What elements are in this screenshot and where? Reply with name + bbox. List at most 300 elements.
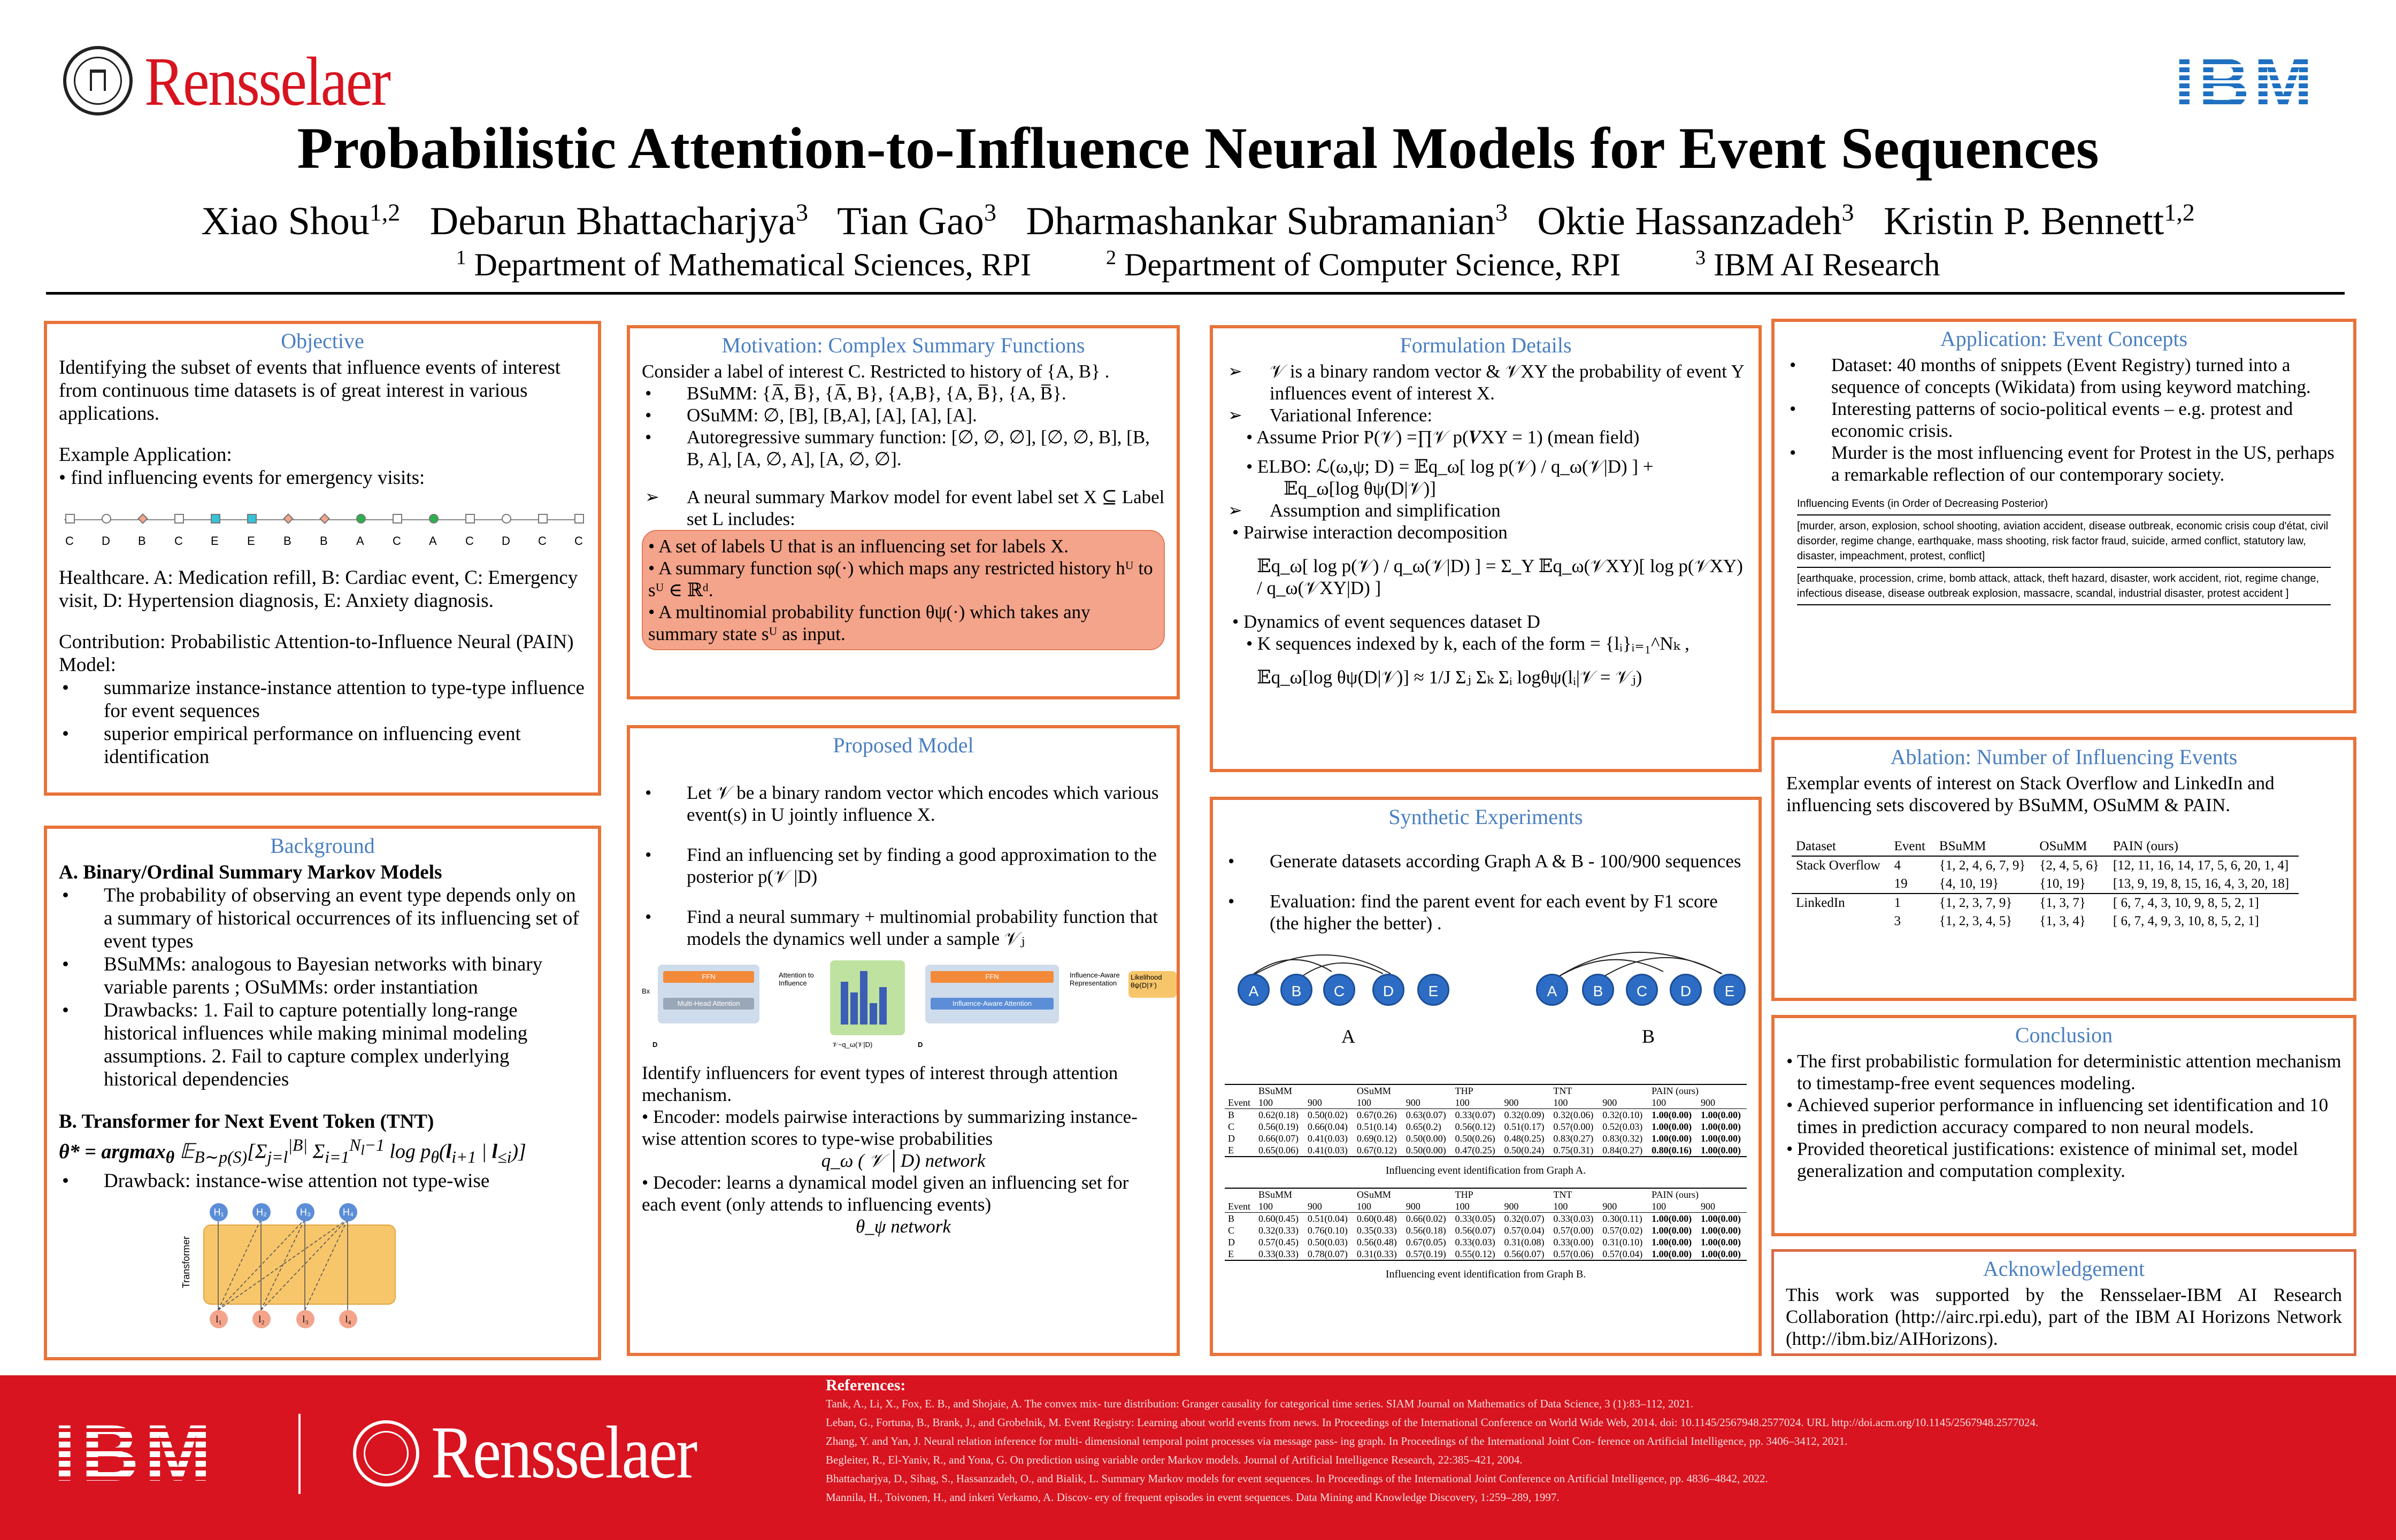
table-cell: C (1228, 1225, 1235, 1236)
list-item: • BSuMM: {A̅, B̅}, {A̅, B}, {A,B}, {A, B̅}, {A, B̅}. (642, 382, 1165, 404)
table-cell: 0.60(0.45) (1258, 1213, 1299, 1224)
proposed-title: Proposed Model (833, 733, 974, 757)
footer-divider (298, 1414, 301, 1494)
table-cell: 0.31(0.33) (1356, 1249, 1397, 1259)
figure-input: l₂ (252, 1310, 271, 1328)
ablation-title: Ablation: Number of Influencing Events (1890, 745, 2238, 769)
table-cell: 1.00(0.00) (1652, 1249, 1692, 1259)
list-item: ➢ A neural summary Markov model for event label set X ⊆ Label set L includes: (642, 486, 1165, 530)
table-cell: [13, 9, 19, 8, 15, 16, 4, 3, 20, 18] (2113, 876, 2290, 891)
table-cell: 1 (1894, 896, 1901, 910)
timeline-label: A (429, 534, 437, 548)
table-cell: 0.69(0.12) (1356, 1133, 1397, 1144)
table-cell: [ 6, 7, 4, 9, 3, 10, 8, 5, 2, 1] (2113, 914, 2259, 928)
table-header: Event (1228, 1201, 1250, 1212)
figure-input: l₄ (339, 1310, 357, 1328)
table-header: 100 (1553, 1097, 1568, 1108)
list-item: • Dataset: 40 months of snippets (Event Registry) turned into a sequence of concepts (Wikidata) from using keyword matching. (1786, 354, 2341, 398)
graph-node: A (1536, 974, 1568, 1006)
table-cell: 0.48(0.25) (1504, 1133, 1545, 1144)
table-header: 100 (1258, 1201, 1273, 1212)
ffn-block: FFN (931, 971, 1054, 983)
table-cell: 0.50(0.26) (1455, 1133, 1495, 1144)
table-cell: 1.00(0.00) (1652, 1237, 1692, 1248)
poster-title: Probabilistic Attention-to-Influence Neural Models for Event Sequences (297, 116, 2099, 181)
summary-list (642, 382, 1165, 470)
list-item: • OSuMM: ∅, [B], [B,A], [A], [A], [A]. (642, 404, 1165, 426)
elbo-line: • ELBO: ℒ(ω,ψ; D) = 𝔼q_ω[ log p(𝒱) / q_ω(𝒱|D) ] + (1246, 456, 1654, 477)
table-cell: B (1228, 1110, 1235, 1120)
conclusion-title: Conclusion (2015, 1023, 2113, 1047)
table-cell: 1.00(0.00) (1701, 1237, 1741, 1248)
table-header: TNT (1553, 1085, 1572, 1096)
table-cell: 0.57(0.04) (1602, 1249, 1643, 1259)
table-header: Dataset (1796, 839, 1836, 853)
timeline-marker (356, 514, 366, 523)
timeline-label: D (502, 534, 510, 548)
table-cell: {2, 4, 5, 6} (2039, 858, 2099, 873)
table-header: 900 (1406, 1201, 1420, 1212)
table-cell: 0.31(0.08) (1504, 1237, 1545, 1248)
transformer-figure (181, 1203, 417, 1331)
table-cell: 1.00(0.00) (1701, 1225, 1741, 1236)
section-b-heading: B. Transformer for Next Event Token (TNT) (59, 1111, 434, 1133)
background-title: Background (270, 834, 375, 858)
timeline-marker (283, 513, 294, 524)
timeline-label: C (393, 534, 401, 548)
table-header: PAIN (ours) (1652, 1189, 1699, 1200)
timeline-label: A (356, 534, 364, 548)
table-header: 900 (1504, 1097, 1519, 1108)
author: Kristin P. Bennett$^{1,2}$ (1884, 198, 2195, 243)
table-cell: 0.51(0.14) (1356, 1121, 1397, 1132)
table-cell: 0.32(0.10) (1602, 1110, 1643, 1120)
table-cell: 1.00(0.00) (1701, 1249, 1741, 1259)
table-cell: 0.56(0.19) (1258, 1121, 1299, 1132)
table-cell: 0.57(0.02) (1602, 1225, 1643, 1236)
table-cell: 0.63(0.07) (1406, 1110, 1446, 1120)
table-header (1225, 1084, 1255, 1097)
table-header: 900 (1701, 1097, 1716, 1108)
table-cell: D (1228, 1237, 1235, 1248)
table-cell: 0.51(0.04) (1307, 1213, 1348, 1224)
footer-seal-icon (353, 1420, 419, 1487)
prior-line: • Assume Prior P(𝒱) =∏𝒱 p(𝑽XY = 1) (mean field) (1246, 427, 1640, 448)
table-row: [earthquake, procession, crime, bomb attack, attack, theft hazard, disaster, work accident, riot, regime change, infectious disease, disease outbreak explosion, massacre, scandal, industrial disaster, protest accident ] (1797, 568, 2331, 605)
header-divider (46, 292, 2345, 295)
table-header: 100 (1258, 1097, 1273, 1108)
table-cell: Stack Overflow (1796, 858, 1880, 873)
table-cell: E (1228, 1249, 1234, 1259)
pairwise-equation: 𝔼q_ω[ log p(𝒱) / q_ω(𝒱|D) ] = Σ_Y 𝔼q_ω(𝒱XY)[ log p(𝒱XY) / q_ω(𝒱XY|D) ] (1257, 556, 1743, 598)
graph-figure (1225, 950, 1747, 1052)
table-cell: 0.35(0.33) (1356, 1225, 1397, 1236)
timeline-label: C (174, 534, 183, 548)
table-cell: 0.75(0.31) (1553, 1145, 1594, 1156)
table-header: 100 (1455, 1097, 1470, 1108)
table-cell: 0.67(0.05) (1406, 1237, 1446, 1248)
table-cell: 0.60(0.48) (1356, 1213, 1397, 1224)
table-header: 900 (1701, 1201, 1716, 1212)
timeline-label: B (138, 534, 146, 548)
table-cell: {1, 3, 4} (2039, 914, 2086, 928)
reference-item: Leban, G., Fortuna, B., Brank, J., and Grobelnik, M. Event Registry: Learning about world events from news. In Proceedings of the International Conference on World Wide Web, 2014. doi: 10.1145/2567948.2577024. URL http://doi.acm.org/10.1145/2567948.2577024. (826, 1416, 2039, 1429)
graph-node: E (1714, 974, 1746, 1006)
encoder-text: • Encoder: models pairwise interactions by summarizing instance-wise attention scores to type-wise probabilities (642, 1106, 1138, 1149)
acknowledgement-text: This work was supported by the Rensselaer-IBM AI Research Collaboration (http://airc.rpi.edu), part of the IBM AI Horizons Network (http://ibm.biz/AIHorizons). (1786, 1284, 2342, 1349)
bx-label: Bx (642, 987, 650, 995)
table-cell: 0.65(0.06) (1258, 1145, 1299, 1156)
reference-item: Mannila, H., Toivonen, H., and inkeri Verkamo, A. Discov- ery of frequent episodes in event sequences. Data Mining and Knowledge Discovery, 1:259–289, 1997. (826, 1491, 1560, 1504)
iar-label: Influence-Aware Representation (1070, 971, 1120, 987)
table-header: TNT (1553, 1189, 1572, 1200)
formulation-list-2 (1225, 499, 1747, 521)
graph-node: B (1280, 974, 1312, 1006)
acknowledgement-panel (1771, 1249, 2356, 1356)
table-cell: 0.66(0.04) (1307, 1121, 1348, 1132)
posterior-label: 𝒱~q_ω(𝒱|D) (832, 1041, 873, 1049)
table-cell: 0.62(0.18) (1258, 1110, 1299, 1120)
list-item: • Provided theoretical justifications: existence of minimal set, model generalization and computation complexity. (1786, 1138, 2341, 1182)
table-cell: 0.33(0.05) (1455, 1213, 1495, 1224)
table-header: OSuMM (1356, 1085, 1391, 1096)
table-header: BSuMM (1258, 1189, 1293, 1200)
list-item: • Generate datasets according Graph A & B - 100/900 sequences (1225, 850, 1747, 872)
references-heading: References: (826, 1376, 906, 1394)
table-cell: {1, 2, 3, 4, 5} (1939, 914, 2013, 928)
table-header: 100 (1553, 1201, 1568, 1212)
contribution-list (59, 676, 586, 768)
table-header: BSuMM (1258, 1085, 1293, 1096)
timeline-marker (574, 514, 584, 523)
table-header: Event (1894, 839, 1925, 853)
reference-item: Zhang, Y. and Yan, J. Neural relation inference for multi- dimensional temporal point processes via message pass- ing graph. In Proceedings of the International Joint Con- ference on Artificial Intelligence, pp. 3406–3412, 2021. (826, 1435, 1848, 1447)
table-cell: C (1228, 1121, 1235, 1132)
list-item: • Achieved superior performance in influencing set identification and 10 times in prediction accuracy compared to non neural models. (1786, 1094, 2341, 1138)
list-item: • Drawbacks: 1. Fail to capture potentially long-range historical influences while making minimal modeling assumptions. 2. Fail to capture complex underlying historical dependencies (59, 999, 586, 1091)
tnt-equation: θ* = argmax$_\theta$ $𝔼_{B\sim p(S)}[\Sigma_{j=l}^{|B|}$ $\Sigma_{i=1}^{N_l-1}$ $\log p_\theta(l_{i+1}$ | $l_{\le i}$)] (59, 1136, 526, 1167)
decoder-equation: θ_ψ network (856, 1216, 951, 1237)
reference-item: Bhattacharjya, D., Sihag, S., Hassanzadeh, O., and Bialik, L. Summary Markov models for event sequences. In Proceedings of the International Joint Conference on Artificial Intelligence, pp. 4836–4842, 2022. (826, 1472, 1768, 1485)
table-row (1225, 1213, 1747, 1225)
rensselaer-logo: Rensselaer (144, 43, 390, 120)
table-header: 900 (1307, 1097, 1322, 1108)
results-table (1225, 1084, 1747, 1157)
graph-node: B (1582, 974, 1614, 1006)
affiliation: $^3$ IBM AI Research (1695, 247, 1940, 282)
table-header: 100 (1652, 1097, 1667, 1108)
table-cell: 0.50(0.02) (1307, 1110, 1348, 1120)
table-header: Event (1228, 1097, 1250, 1108)
table-row (1792, 894, 2299, 912)
d-label: D (918, 1041, 923, 1049)
table-cell: 0.57(0.06) (1553, 1249, 1594, 1259)
references (826, 1376, 2377, 1507)
table-header: Influencing Events (in Order of Decreasing Posterior) (1797, 496, 2331, 515)
table-header: 100 (1652, 1201, 1667, 1212)
figure-input: l₃ (296, 1310, 314, 1328)
table-header: 900 (1307, 1201, 1322, 1212)
table-cell: 0.33(0.33) (1258, 1249, 1299, 1259)
table-cell: 0.65(0.2) (1406, 1121, 1441, 1132)
table-cell: 0.67(0.12) (1356, 1145, 1397, 1156)
table-cell: D (1228, 1133, 1235, 1144)
rpi-seal-icon (63, 46, 133, 116)
reference-item: Tank, A., Li, X., Fox, E. B., and Shojaie, A. The convex mix- ture distribution: Granger causality for categorical time series. SIAM Journal on Mathematics of Data Science, 3 (1):83–112, 2021. (826, 1397, 1694, 1410)
list-item: • Let 𝒱 be a binary random vector which encodes which various event(s) in U jointly influence X. (642, 782, 1165, 826)
table-cell: 0.33(0.03) (1553, 1213, 1594, 1224)
list-item: • superior empirical performance on influencing event identification (59, 722, 586, 768)
formulation-title: Formulation Details (1400, 333, 1572, 357)
graph-node: C (1323, 974, 1355, 1006)
ibm-logo: IBM (2175, 51, 2330, 116)
pairwise-line: • Pairwise interaction decomposition (1232, 522, 1508, 543)
timeline-label: D (102, 534, 110, 548)
motivation-arrow-list (642, 486, 1165, 530)
figure-side-label: Transformer (181, 1236, 192, 1289)
timeline-label: C (574, 534, 583, 548)
table-cell: {10, 19} (2039, 876, 2086, 891)
graph-node: D (1670, 974, 1702, 1006)
application-list (1786, 354, 2341, 486)
architecture-figure (642, 960, 1165, 1062)
list-item: • Autoregressive summary function: [∅, ∅, ∅], [∅, ∅, B], [B, B, A], [A, ∅, A], [A, ∅, ∅]. (642, 426, 1165, 470)
timeline-marker (502, 514, 511, 523)
table-cell: {1, 2, 4, 6, 7, 9} (1939, 858, 2026, 873)
encoder-equation: q_ω ( 𝒱 │D) network (821, 1150, 986, 1171)
table-cell: [12, 11, 16, 14, 17, 5, 6, 20, 1, 4] (2113, 858, 2289, 873)
graph-label: A (1341, 1026, 1355, 1047)
table-cell: 0.67(0.26) (1356, 1110, 1397, 1120)
highlight-item: • A multinomial probability function θψ(·) which takes any summary state sᵁ as input. (648, 602, 1091, 644)
timeline-label: E (211, 534, 219, 548)
table-cell: 0.50(0.24) (1504, 1145, 1545, 1156)
list-item: • Interesting patterns of socio-political events – e.g. protest and economic crisis. (1786, 398, 2341, 442)
table-cell: 19 (1894, 876, 1908, 891)
table-cell: 0.32(0.06) (1553, 1110, 1594, 1120)
author-list (0, 188, 2396, 245)
timeline-label: C (465, 534, 474, 548)
ablation-panel (1771, 737, 2356, 1001)
table-cell: {4, 10, 19} (1939, 876, 1999, 891)
table-cell: 1.00(0.00) (1701, 1145, 1741, 1156)
graph-node: E (1417, 974, 1449, 1006)
list-item: • Find a neural summary + multinomial probability function that models the dynamics well under a sample 𝒱ⱼ (642, 906, 1165, 950)
table-row (1225, 1109, 1747, 1121)
example-heading: Example Application: (59, 444, 232, 466)
table-cell: 0.50(0.00) (1406, 1145, 1446, 1156)
table-row (1225, 1133, 1747, 1144)
list-item: ➢ Variational Inference: (1225, 404, 1747, 426)
table-cell: 1.00(0.00) (1652, 1133, 1692, 1144)
application-title: Application: Event Concepts (1940, 327, 2188, 351)
table-header: 100 (1455, 1201, 1470, 1212)
conclusion-list (1786, 1050, 2341, 1182)
table-row (1225, 1236, 1747, 1248)
contribution-heading: Contribution: Probabilistic Attention-to-Influence Neural (PAIN) Model: (59, 631, 574, 676)
timeline-label: B (283, 534, 291, 548)
table-cell: 0.56(0.48) (1356, 1237, 1397, 1248)
highlight-box (642, 530, 1165, 650)
table-caption: Influencing event identification from Graph A. (1385, 1165, 1586, 1176)
table-cell: 0.30(0.11) (1602, 1213, 1642, 1224)
timeline-label: E (247, 534, 255, 548)
conclusion-panel (1771, 1015, 2356, 1236)
table-cell: 0.51(0.17) (1504, 1121, 1545, 1132)
table-header (1225, 1188, 1255, 1200)
acknowledgement-title: Acknowledgement (1983, 1257, 2145, 1281)
table-cell: 0.66(0.02) (1406, 1213, 1446, 1224)
table-cell: 0.57(0.00) (1553, 1121, 1594, 1132)
table-header: 900 (1406, 1097, 1420, 1108)
table-cell: 0.56(0.18) (1406, 1225, 1446, 1236)
background-panel (44, 826, 601, 1360)
list-item: • The probability of observing an event type depends only on a summary of historical occurrences of its influencing set of event types (59, 884, 586, 953)
timeline-marker (65, 514, 75, 523)
timeline-marker (465, 514, 475, 523)
list-item: • BSuMMs: analogous to Bayesian networks with binary variable parents ; OSuMMs: order instantiation (59, 953, 586, 999)
table-row (1792, 875, 2299, 894)
graph-node: C (1626, 974, 1658, 1006)
table-cell: E (1228, 1145, 1234, 1156)
table-caption: Influencing event identification from Graph B. (1385, 1268, 1586, 1280)
table-cell: 4 (1894, 858, 1901, 873)
timeline-label: C (538, 534, 547, 548)
attention-label: Attention to Influence (779, 971, 814, 987)
timeline-marker (429, 514, 439, 523)
affiliation: $^2$ Department of Computer Science, RPI (1105, 247, 1621, 282)
figure-input: l₁ (210, 1310, 228, 1328)
table-row (1225, 1144, 1747, 1157)
table-cell: 1.00(0.00) (1652, 1121, 1692, 1132)
proposed-panel (627, 725, 1180, 1356)
d-label: D (652, 1041, 658, 1049)
timeline-marker (174, 514, 184, 523)
background-b-list (59, 1169, 586, 1192)
likelihood-box: Likelihood θψ(D|𝒱) (1128, 971, 1177, 998)
author: Xiao Shou$^{1,2}$ (201, 198, 401, 243)
table-cell: 0.47(0.25) (1455, 1145, 1495, 1156)
sequences-line: • K sequences indexed by k, each of the form = {lᵢ}ᵢ₌₁^Nₖ , (1246, 633, 1690, 654)
affiliation-list (0, 238, 2396, 284)
timeline-marker (393, 514, 402, 523)
table-cell: B (1228, 1213, 1235, 1224)
table-cell: 0.57(0.19) (1406, 1249, 1446, 1259)
footer-rensselaer-logo: Rensselaer (431, 1411, 696, 1494)
graph-node: A (1238, 974, 1270, 1006)
results-table (1225, 1188, 1747, 1261)
table-cell: 0.56(0.12) (1455, 1121, 1495, 1132)
timeline-marker (137, 513, 148, 524)
reference-item: Begleiter, R., El-Yaniv, R., and Yona, G. On prediction using variable order Markov models. Journal of Artificial Intelligence Research, 22:385–421, 2004. (826, 1453, 1523, 1466)
objective-intro: Identifying the subset of events that influence events of interest from continuous time datasets is of great interest in various applications. (59, 357, 561, 425)
list-item: • The first probabilistic formulation for deterministic attention mechanism to timestamp-free event sequences modeling. (1786, 1050, 2341, 1094)
author: Oktie Hassanzadeh$^3$ (1537, 198, 1854, 243)
table-cell (1792, 875, 1890, 894)
table-cell: 0.32(0.07) (1504, 1213, 1545, 1224)
table-cell: 0.57(0.00) (1553, 1225, 1594, 1236)
application-panel (1771, 319, 2356, 713)
table-cell: 0.52(0.03) (1602, 1121, 1643, 1132)
mha-block: Multi-Head Attention (663, 998, 754, 1010)
example-item: • find influencing events for emergency visits: (59, 467, 425, 489)
dynamics-line: • Dynamics of event sequences dataset D (1232, 611, 1540, 632)
motivation-intro: Consider a label of interest C. Restricted to history of {A, B} . (642, 361, 1110, 382)
table-cell: 0.57(0.04) (1504, 1225, 1545, 1236)
table-cell: LinkedIn (1796, 896, 1845, 910)
objective-panel (44, 321, 601, 796)
table-cell: 0.76(0.10) (1307, 1225, 1348, 1236)
table-cell: 0.80(0.16) (1652, 1145, 1692, 1156)
ffn-block: FFN (663, 971, 754, 983)
figure-head: H₄ (339, 1203, 357, 1221)
timeline-marker (102, 514, 111, 523)
list-item: ➢ Assumption and simplification (1225, 499, 1747, 521)
synthetic-title: Synthetic Experiments (1388, 805, 1583, 829)
identify-text: Identify influencers for event types of interest through attention mechanism. (642, 1062, 1118, 1105)
motivation-title: Motivation: Complex Summary Functions (721, 333, 1085, 357)
healthcare-legend: Healthcare. A: Medication refill, B: Cardiac event, C: Emergency visit, D: Hypertension diagnosis, E: Anxiety diagnosis. (59, 567, 578, 612)
table-cell: 0.41(0.03) (1307, 1145, 1348, 1156)
table-cell: 0.33(0.03) (1455, 1237, 1495, 1248)
table-header: 100 (1356, 1097, 1371, 1108)
table-header: PAIN (ours) (2113, 839, 2178, 853)
ablation-intro: Exemplar events of interest on Stack Overflow and LinkedIn and influencing sets discovered by BSuMM, OSuMM & PAIN. (1786, 773, 2275, 815)
table-cell: 1.00(0.00) (1652, 1110, 1692, 1120)
table-header: OSuMM (2039, 839, 2087, 853)
graph-label: B (1642, 1026, 1655, 1047)
table-cell: 0.32(0.09) (1504, 1110, 1545, 1120)
table-cell: 0.83(0.32) (1602, 1133, 1643, 1144)
author: Dharmashankar Subramanian$^3$ (1026, 198, 1508, 243)
table-cell: 1.00(0.00) (1701, 1213, 1741, 1224)
timeline-marker (538, 514, 548, 523)
table-row (1792, 856, 2299, 875)
formulation-panel (1210, 325, 1762, 772)
table-cell: 0.57(0.45) (1258, 1237, 1299, 1248)
elbo-line-2: 𝔼q_ω[log θψ(D|𝒱)] (1284, 478, 1436, 499)
table-header: OSuMM (1356, 1189, 1391, 1200)
table-cell: 3 (1894, 914, 1901, 928)
table-row (1792, 912, 2299, 930)
formulation-list (1225, 360, 1747, 426)
timeline-marker (319, 513, 330, 524)
table-cell: 1.00(0.00) (1701, 1133, 1741, 1144)
objective-title: Objective (281, 329, 364, 353)
table-header: THP (1455, 1085, 1473, 1096)
table-cell: 0.78(0.07) (1307, 1249, 1348, 1259)
table-header: PAIN (ours) (1652, 1085, 1699, 1096)
table-cell: 0.32(0.33) (1258, 1225, 1299, 1236)
list-item: • Evaluation: find the parent event for each event by F1 score (the higher the better) . (1225, 890, 1747, 934)
table-cell: 1.00(0.00) (1652, 1225, 1692, 1236)
motivation-panel (627, 325, 1180, 699)
table-cell: {1, 2, 3, 7, 9} (1939, 896, 2013, 910)
table-row (1225, 1248, 1747, 1260)
table-cell: {1, 3, 7} (2039, 896, 2086, 910)
dynamics-equation: 𝔼q_ω[log θψ(D|𝒱)] ≈ 1/J Σⱼ Σₖ Σᵢ logθψ(lᵢ|𝒱 = 𝒱ⱼ) (1257, 667, 1642, 688)
list-item: • Murder is the most influencing event for Protest in the US, perhaps a remarkable reflection of our contemporary society. (1786, 442, 2341, 486)
table-cell: 0.50(0.00) (1406, 1133, 1446, 1144)
table-cell: 1.00(0.00) (1701, 1121, 1741, 1132)
table-cell: 0.50(0.03) (1307, 1237, 1348, 1248)
list-item: • Drawback: instance-wise attention not type-wise (59, 1169, 586, 1192)
table-cell: 1.00(0.00) (1701, 1110, 1741, 1120)
table-row (1225, 1225, 1747, 1236)
figure-head: H₃ (296, 1203, 314, 1221)
table-cell: 0.55(0.12) (1455, 1249, 1495, 1259)
posterior-chart (830, 960, 905, 1035)
